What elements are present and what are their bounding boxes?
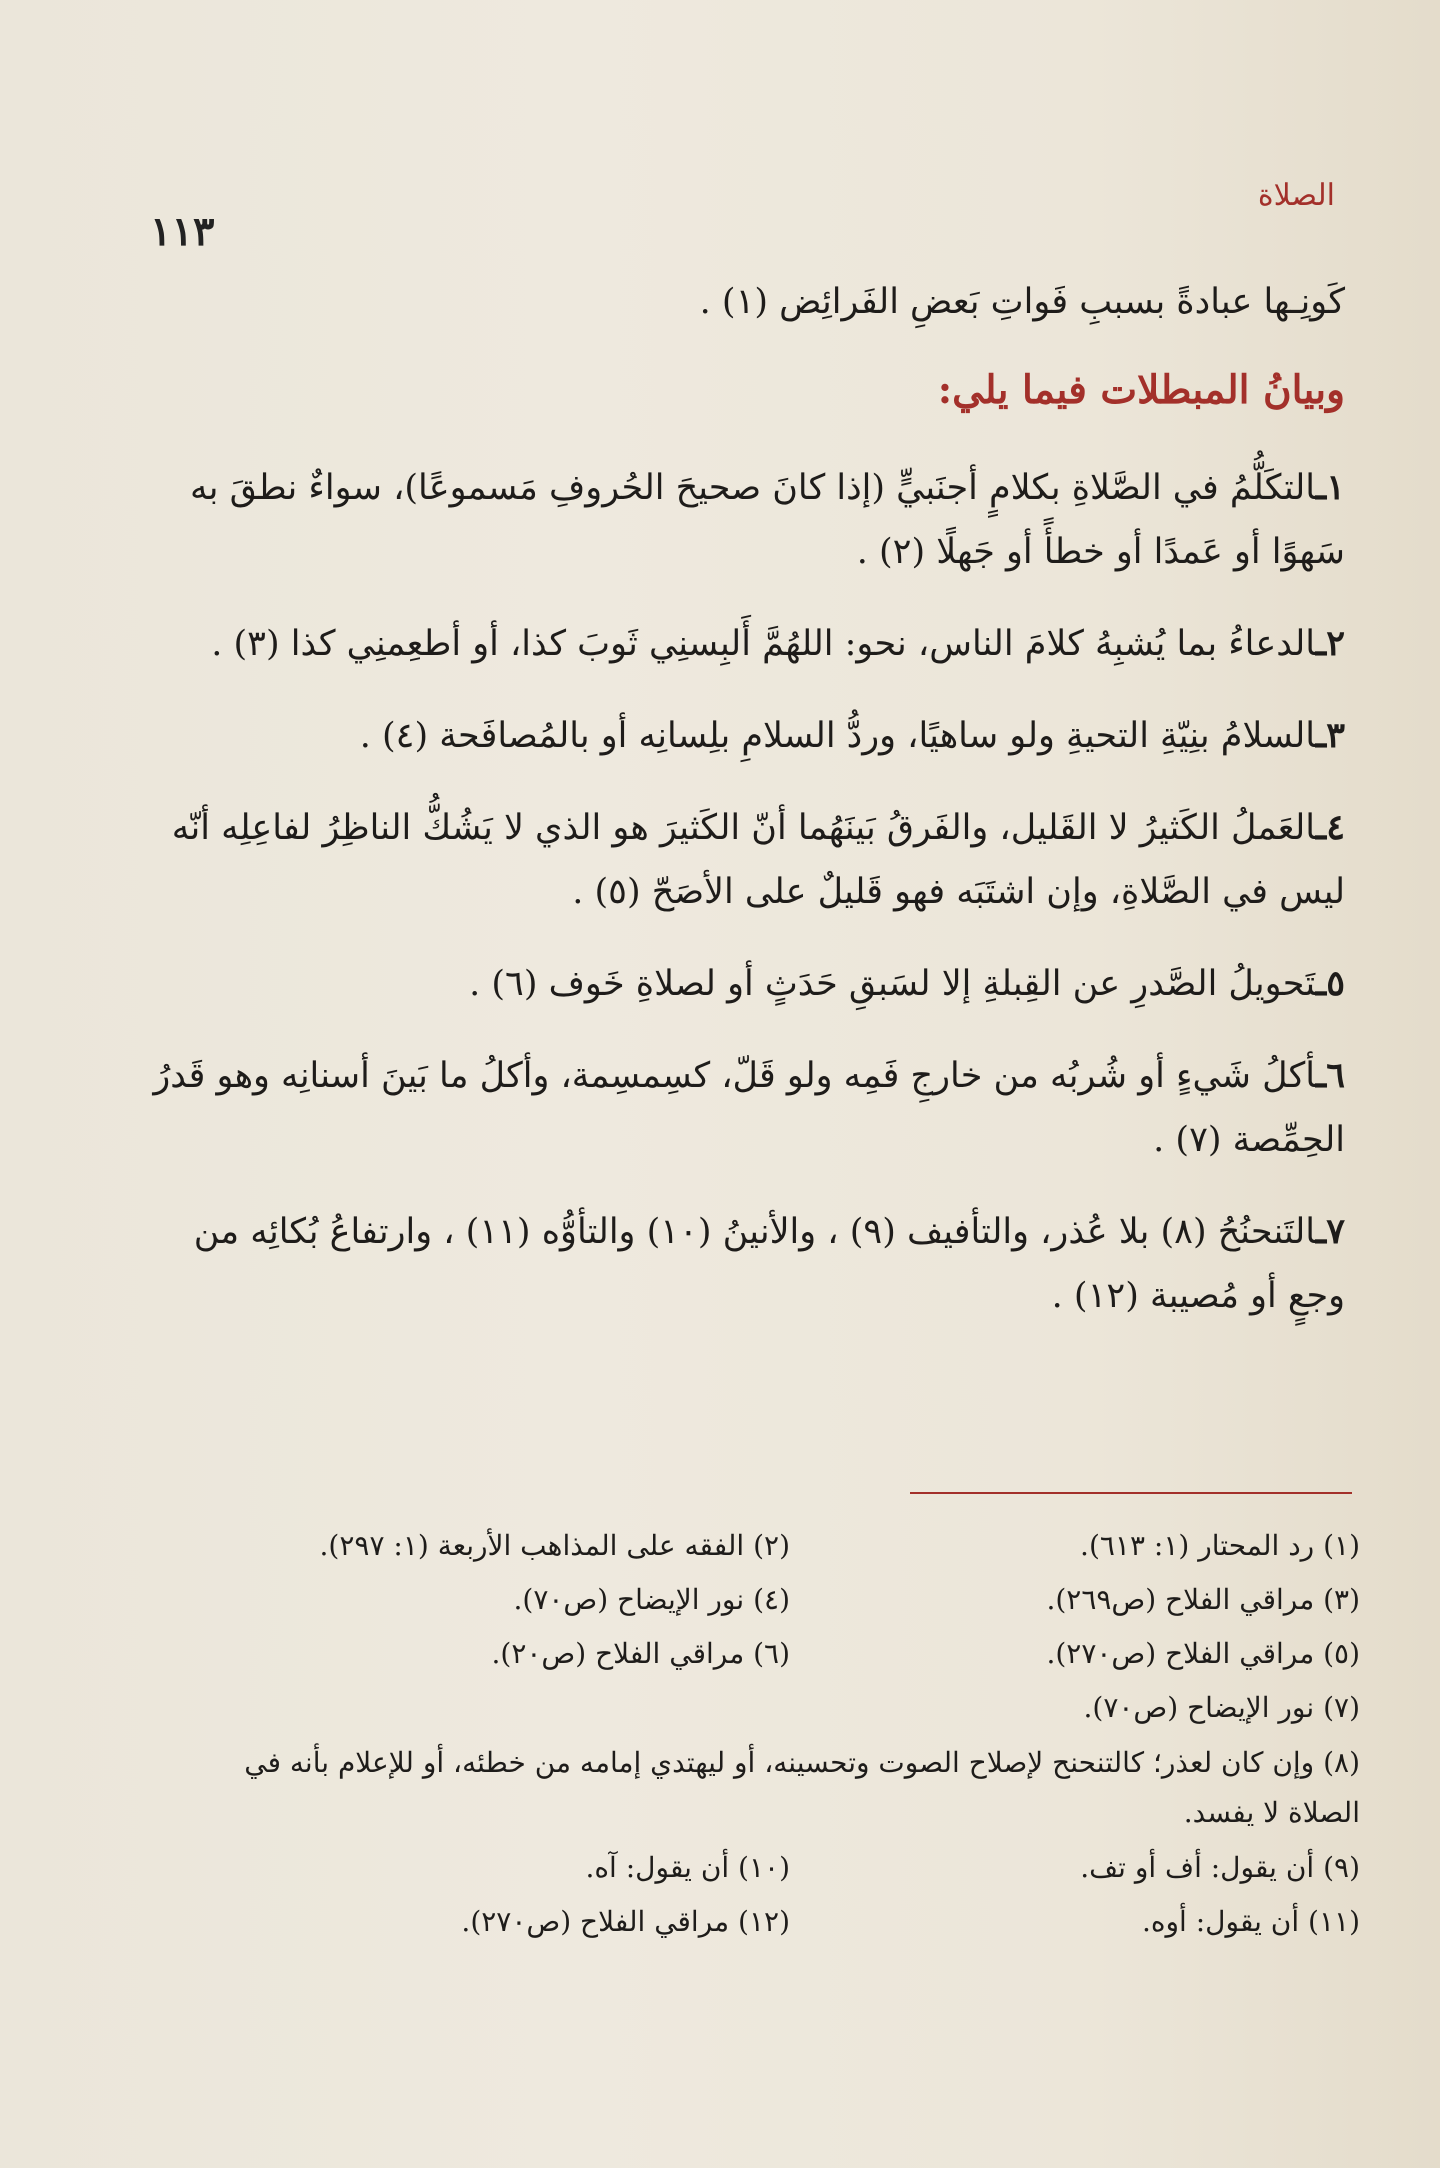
footnote-divider <box>910 1492 1352 1494</box>
list-item <box>150 612 1345 676</box>
footnote-row <box>170 1572 1360 1626</box>
footnote-9: (٩) أن يقول: أف أو تف. <box>1080 1850 1360 1884</box>
list-item <box>150 1200 1345 1328</box>
footnote-row <box>170 1518 1360 1572</box>
footnotes <box>170 1518 1360 1948</box>
footnote-1: (١) رد المحتار (١: ٦١٣). <box>1080 1528 1360 1562</box>
footnote-10: (١٠) أن يقول: آه. <box>585 1850 790 1884</box>
list-item <box>150 952 1345 1016</box>
footnote-5: (٥) مراقي الفلاح (ص٢٧٠). <box>1046 1636 1360 1670</box>
footnote-6: (٦) مراقي الفلاح (ص٢٠). <box>491 1636 790 1670</box>
item-text: السلامُ بنِيّةِ التحيةِ ولو ساهيًا، وردُّ السلامِ بلِسانِه أو بالمُصافَحة (٤) . <box>359 716 1316 756</box>
item-number: ٣ـ <box>1315 715 1345 756</box>
footnote-3: (٣) مراقي الفلاح (ص٢٦٩). <box>1046 1582 1360 1616</box>
item-text: التَنحنُحُ (٨) بلا عُذر، والتأفيف (٩) ، والأنينُ (١٠) والتأوُّه (١١) ، وارتفاعُ بُكائِه من وجعٍ أو مُصيبة (١٢) . <box>193 1212 1345 1316</box>
footnote-2: (٢) الفقه على المذاهب الأربعة (١: ٢٩٧). <box>319 1528 790 1562</box>
footnote-4: (٤) نور الإيضاح (ص٧٠). <box>513 1582 790 1616</box>
main-text <box>150 270 1345 1328</box>
list-item <box>150 1044 1345 1172</box>
running-head: الصلاة <box>1257 178 1335 213</box>
item-text: تَحويلُ الصَّدرِ عن القِبلةِ إلا لسَبقِ حَدَثٍ أو لصلاةِ خَوف (٦) . <box>469 964 1316 1004</box>
item-text: العَملُ الكَثيرُ لا القَليل، والفَرقُ بَينَهُما أنّ الكَثيرَ هو الذي لا يَشُكُّ الناظِرُ لفاعِلِه أنّه ليس في الصَّلاةِ، وإن اشتَبَه فهو قَليلٌ على الأصَحّ (٥) . <box>171 808 1345 912</box>
item-text: التكَلُّمُ في الصَّلاةِ بكلامٍ أجنَبيٍّ (إذا كانَ صحيحَ الحُروفِ مَسموعًا)، سواءٌ نطقَ به سَهوًا أو عَمدًا أو خطأً أو جَهلًا (٢) . <box>189 468 1345 572</box>
footnote-7: (٧) نور الإيضاح (ص٧٠). <box>1083 1690 1360 1724</box>
item-text: الدعاءُ بما يُشبِهُ كلامَ الناس، نحو: اللهُمَّ أَلبِسنِي ثَوبَ كذا، أو أطعِمنِي كذا (٣) . <box>211 624 1316 664</box>
footnote-8: (٨) وإن كان لعذر؛ كالتنحنح لإصلاح الصوت وتحسينه، أو ليهتدي إمامه من خطئه، أو للإعلام بأنه في الصلاة لا يفسد. <box>244 1746 1360 1829</box>
item-number: ٦ـ <box>1315 1055 1345 1096</box>
footnote-12: (١٢) مراقي الفلاح (ص٢٧٠). <box>461 1904 790 1938</box>
item-number: ٧ـ <box>1315 1211 1345 1252</box>
item-number: ١ـ <box>1315 467 1345 508</box>
item-text: أكلُ شَيءٍ أو شُربُه من خارجِ فَمِه ولو قَلّ، كسِمسِمة، وأكلُ ما بَينَ أسنانِه وهو قَدرُ الحِمِّصة (٧) . <box>153 1056 1345 1160</box>
footnote-row <box>170 1680 1360 1734</box>
list-item <box>150 796 1345 924</box>
footnote-11: (١١) أن يقول: أوه. <box>1141 1904 1360 1938</box>
item-number: ٢ـ <box>1315 623 1345 664</box>
item-number: ٤ـ <box>1315 807 1345 848</box>
list-item <box>150 456 1345 584</box>
intro-line: كَونِـها عبادةً بسببِ فَواتِ بَعضِ الفَرائِض (١) . <box>699 282 1345 322</box>
footnote-row <box>170 1894 1360 1948</box>
footnote-row <box>170 1626 1360 1680</box>
item-number: ٥ـ <box>1315 963 1345 1004</box>
list-item <box>150 704 1345 768</box>
section-heading: وبيانُ المبطلات فيما يلي: <box>937 367 1345 413</box>
footnote-row <box>170 1840 1360 1894</box>
page-number: ١١٣ <box>150 208 215 255</box>
